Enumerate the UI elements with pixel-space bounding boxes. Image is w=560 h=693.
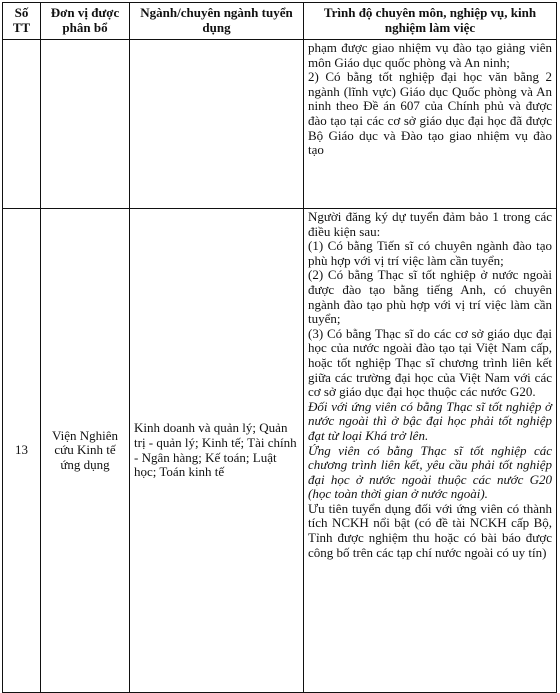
header-requirements: Trình độ chuyên môn, nghiệp vụ, kinh nghiệm làm việc <box>304 3 557 40</box>
requirement-note-italic: Đối với ứng viên có bằng Thạc sĩ tốt nghiệp ở nước ngoài thì ở bậc đại học phải tốt nghiệp đạt từ loại Khá trở lên. <box>308 398 552 443</box>
requirements-cell <box>304 40 557 209</box>
requirement-paragraph: Người đăng ký dự tuyển đảm bảo 1 trong các điều kiện sau: <box>308 209 552 239</box>
stt-cell: 13 <box>3 209 41 693</box>
requirement-paragraph: (2) Có bằng Thạc sĩ tốt nghiệp ở nước ngoài được đào tạo bằng tiếng Anh, có chuyên ngành đào tạo phù hợp với vị trí việc làm cần tuyển; <box>308 267 552 327</box>
requirement-note-italic: Ứng viên có bằng Thạc sĩ tốt nghiệp các chương trình liên kết, yêu cầu phải tốt nghiệp đại học ở nước ngoài thuộc các nước G20 (học toàn thời gian ở nước ngoài). <box>308 442 552 502</box>
header-stt: Số TT <box>3 3 41 40</box>
table-header-row <box>3 3 557 40</box>
unit-cell <box>41 40 130 209</box>
requirement-paragraph: (1) Có bằng Tiến sĩ có chuyên ngành đào tạo phù hợp với vị trí việc làm cần tuyển; <box>308 238 552 268</box>
unit-cell: Viện Nghiên cứu Kinh tế ứng dụng <box>41 209 130 693</box>
table-row <box>3 209 557 693</box>
stt-cell <box>3 40 41 209</box>
requirement-paragraph: phạm được giao nhiệm vụ đào tạo giảng viên môn Giáo dục quốc phòng và An ninh; <box>308 40 552 70</box>
recruitment-table <box>2 2 557 693</box>
requirements-cell <box>304 209 557 693</box>
header-major: Ngành/chuyên ngành tuyển dụng <box>130 3 304 40</box>
major-cell <box>130 40 304 209</box>
requirement-paragraph: (3) Có bằng Thạc sĩ do các cơ sở giáo dục đại học của nước ngoài đào tạo tại Việt Nam cấp, hoặc tốt nghiệp Thạc sĩ chương trình liên kết giữa các trường đại học của Việt Nam với các cơ sở giáo dục đại học thuộc các nước G20. <box>308 325 552 400</box>
requirement-paragraph: 2) Có bằng tốt nghiệp đại học văn bằng 2 ngành (lĩnh vực) Giáo dục Quốc phòng và An ninh theo Đề án 607 của Chính phủ và được đào tạo tại các cơ sở giáo dục đại học đã được Bộ Giáo dục và Đào tạo giao nhiệm vụ đào tạo <box>308 69 552 158</box>
table-row <box>3 40 557 209</box>
requirement-paragraph: Ưu tiên tuyển dụng đối với ứng viên có thành tích NCKH nổi bật (có đề tài NCKH cấp Bộ, Tỉnh được nghiệm thu hoặc có bài báo được công bố trên các tạp chí nước ngoài có uy tín) <box>308 500 552 560</box>
major-cell: Kinh doanh và quản lý; Quản trị - quản lý; Kinh tế; Tài chính - Ngân hàng; Kế toán; Luật học; Toán kinh tế <box>130 209 304 693</box>
header-unit: Đơn vị được phân bổ <box>41 3 130 40</box>
